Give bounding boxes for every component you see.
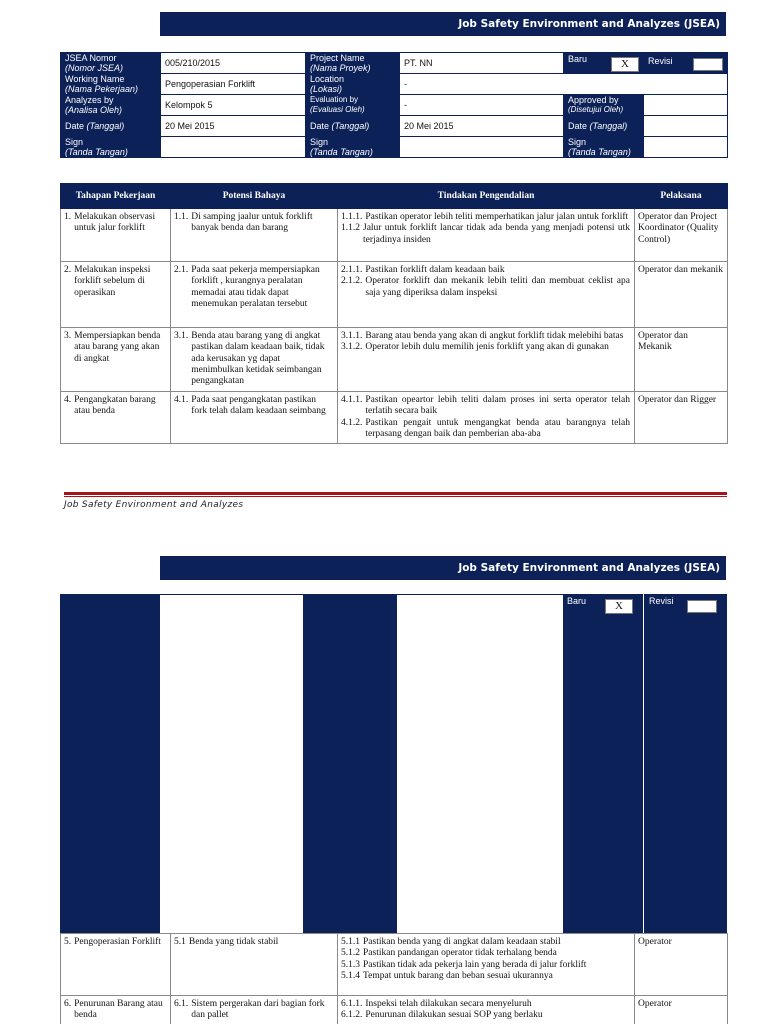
page2-header-blank	[160, 594, 303, 933]
project-name-label: Project Name (Nama Proyek)	[306, 53, 400, 74]
executor-cell: Operator dan mekanik	[635, 262, 728, 328]
jsea-info-table	[60, 52, 728, 158]
table-row	[61, 328, 728, 392]
header-pelaksana: Pelaksana	[635, 184, 728, 209]
baru-label-page2: Baru	[567, 596, 587, 606]
table-header-row	[61, 184, 728, 209]
control-cell: 2.1.1. Pastikan forklift dalam keadaan baik 2.1.2. Operator forklift dan mekanik lebih teliti dan membuat ceklist apa saja yang diperiksa dalam inspeksi	[338, 262, 635, 328]
baru-cell	[564, 53, 644, 74]
evaluation-date-value: 20 Mei 2015	[400, 116, 564, 137]
hazard-cell: 6.1. Sistem pergerakan dari bagian fork dan pallet	[171, 996, 338, 1024]
executor-cell: Operator dan Rigger	[635, 392, 728, 444]
table-row	[61, 392, 728, 444]
approval-date-value	[644, 116, 728, 137]
page2-header-block	[60, 594, 160, 933]
footer-text: Job Safety Environment and Analyzes	[64, 500, 244, 510]
control-cell: 4.1.1. Pastikan opeartor lebih teliti dalam proses ini serta operator telah terlatih secara baik 4.1.2. Pastikan pengait untuk mengangkat benda atau barangnya telah terpasang dengan baik dan pemberian aba-aba	[338, 392, 635, 444]
step-cell: 2. Melakukan inspeksi forklift sebelum di operasikan	[61, 262, 171, 328]
table-row	[61, 262, 728, 328]
page2-header-blank	[397, 594, 563, 933]
baru-label: Baru	[568, 54, 588, 64]
step-cell: 1. Melakukan observasi untuk jalur forklift	[61, 209, 171, 262]
hazard-cell: 4.1. Pada saat pengangkatan pastikan fork telah dalam keadaan seimbang	[171, 392, 338, 444]
page2-divider	[643, 594, 644, 933]
executor-cell: Operator	[635, 996, 728, 1024]
table-row	[61, 996, 728, 1024]
info-row	[61, 74, 728, 95]
hazard-cell: 1.1. Di samping jaalur untuk forklift banyak benda dan barang	[171, 209, 338, 262]
document-title: Job Safety Environment and Analyzes (JSEA)	[458, 562, 720, 574]
document-title-bar-page2	[160, 556, 726, 580]
document-title: Job Safety Environment and Analyzes (JSEA)	[458, 18, 720, 30]
step-cell: 3. Mempersiapkan benda atau barang yang akan di angkat	[61, 328, 171, 392]
page2-header-block	[563, 594, 727, 933]
control-cell: 3.1.1. Barang atau benda yang akan di angkut forklift tidak melebihi batas 3.1.2. Operator lebih dulu memilih jenis forklift yang akan di gunakan	[338, 328, 635, 392]
date-value: 20 Mei 2015	[161, 116, 306, 137]
working-name-label: Working Name (Nama Pekerjaan)	[61, 74, 161, 95]
date-label: Date (Tanggal)	[61, 116, 161, 137]
approved-by-label: Approved by (Disetujui Oleh)	[564, 95, 644, 116]
evaluation-sign-value	[400, 137, 564, 158]
executor-cell: Operator dan Mekanik	[635, 328, 728, 392]
revisi-label: Revisi	[648, 55, 673, 66]
table-row	[61, 209, 728, 262]
footer-rule-thin	[64, 496, 727, 497]
analyzes-by-label: Analyzes by (Analisa Oleh)	[61, 95, 161, 116]
info-row	[61, 95, 728, 116]
info-row	[61, 137, 728, 158]
location-label: Location (Lokasi)	[306, 74, 400, 95]
info-row	[61, 116, 728, 137]
executor-cell: Operator	[635, 934, 728, 996]
step-cell: 5. Pengoperasian Forklift	[61, 934, 171, 996]
revisi-checkbox-page2[interactable]	[687, 600, 717, 613]
header-tahapan: Tahapan Pekerjaan	[61, 184, 171, 209]
control-cell: 6.1.1. Inspeksi telah dilakukan secara menyeluruh 6.1.2. Penurunan dilakukan sesuai SOP yang berlaku	[338, 996, 635, 1024]
project-name-value: PT. NN	[400, 53, 564, 74]
executor-cell: Operator dan Project Koordinator (Quality Control)	[635, 209, 728, 262]
header-tindakan: Tindakan Pengendalian	[338, 184, 635, 209]
sign-value	[161, 137, 306, 158]
control-cell: 1.1.1. Pastikan operator lebih teliti memperhatikan jalur jalan untuk forklift 1.1.2 Jalur untuk forklift lancar tidak ada benda yang menjadi potensi utk terjadinya insiden	[338, 209, 635, 262]
approval-sign-value	[644, 137, 728, 158]
approval-sign-label: Sign (Tanda Tangan)	[564, 137, 644, 158]
sign-label: Sign (Tanda Tangan)	[61, 137, 161, 158]
evaluation-date-label: Date (Tanggal)	[306, 116, 400, 137]
hazard-cell: 5.1 Benda yang tidak stabil	[171, 934, 338, 996]
control-cell: 5.1.1 Pastikan benda yang di angkat dalam keadaan stabil 5.1.2 Pastikan pandangan operator tidak terhalang benda 5.1.3 Pastikan tidak ada pekerja lain yang berada di jalur forklift 5.1.4 Tempat untuk barang dan beban sesuai ukurannya	[338, 934, 635, 996]
info-row	[61, 53, 728, 74]
working-name-value: Pengoperasian Forklift	[161, 74, 306, 95]
approval-date-label: Date (Tanggal)	[564, 116, 644, 137]
analyzes-by-value: Kelompok 5	[161, 95, 306, 116]
evaluation-by-label: Evaluation by (Evaluasi Oleh)	[306, 95, 400, 116]
location-value: -	[400, 74, 728, 95]
hazard-cell: 2.1. Pada saat pekerja mempersiapkan forklift , kurangnya peralatan memadai atau tidak dapat menemukan peralatan tersebut	[171, 262, 338, 328]
step-cell: 4. Pengangkatan barang atau benda	[61, 392, 171, 444]
approved-by-value	[644, 95, 728, 116]
table-row	[61, 934, 728, 996]
hazard-cell: 3.1. Benda atau barang yang di angkat pastikan dalam keadaan baik, tidak ada kerusakan yg dapat menimbulkan ketidak seimbangan pengangkatan	[171, 328, 338, 392]
revisi-checkbox[interactable]	[693, 58, 723, 71]
evaluation-by-value: -	[400, 95, 564, 116]
jsea-number-label: JSEA Nomor (Nomor JSEA)	[61, 53, 161, 74]
evaluation-sign-label: Sign (Tanda Tangan)	[306, 137, 400, 158]
revisi-cell	[644, 53, 728, 74]
hazard-analysis-table-page2	[60, 933, 728, 1024]
hazard-analysis-table	[60, 183, 728, 444]
header-potensi: Potensi Bahaya	[171, 184, 338, 209]
baru-checkbox[interactable]: X	[611, 57, 639, 72]
baru-checkbox-page2[interactable]: X	[605, 599, 633, 614]
revisi-label-page2: Revisi	[649, 596, 674, 606]
document-title-bar	[160, 12, 726, 36]
footer-rule	[64, 492, 727, 495]
page2-header-block	[303, 594, 397, 933]
step-cell: 6. Penurunan Barang atau benda	[61, 996, 171, 1024]
jsea-number-value: 005/210/2015	[161, 53, 306, 74]
